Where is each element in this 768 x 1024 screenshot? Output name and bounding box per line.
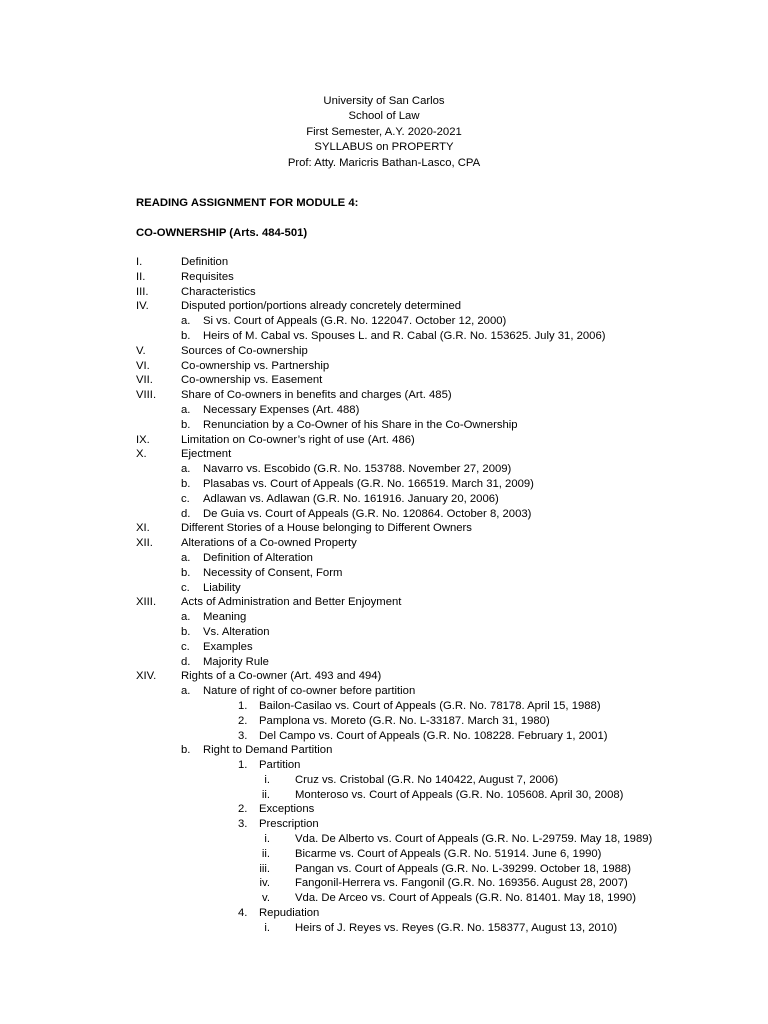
outline-item-number: XIII. [136,596,157,609]
outline-item-number: b. [181,418,191,431]
outline-item-number: X. [136,448,147,461]
outline-item-number: ii. [261,847,270,860]
outline-item-number: 1. [238,759,248,772]
outline-item-text: Heirs of M. Cabal vs. Spouses L. and R. Cabal (G.R. No. 153625. July 31, 2006) [203,329,606,342]
outline-item-text: Share of Co-owners in benefits and charges (Art. 485) [181,389,452,402]
outline-item-number: 2. [238,714,248,727]
outline-item-text: Necessity of Consent, Form [203,566,343,579]
outline-item-text: Limitation on Co-owner’s right of use (Art. 486) [181,433,415,446]
outline-item [0,610,768,625]
outline-item-number: iii. [259,862,270,875]
document-header [0,94,768,171]
outline-item-number: c. [181,581,190,594]
outline-item-text: Co-ownership vs. Easement [181,374,323,387]
outline-item [0,773,768,788]
outline-item-number: d. [181,655,191,668]
outline-item [0,566,768,581]
outline-item [0,433,768,448]
outline-item-number: 2. [238,803,248,816]
outline-item-number: XII. [136,537,153,550]
outline-item [0,388,768,403]
outline-item [0,847,768,862]
outline-item-text: Disputed portion/portions already concretely determined [181,300,462,313]
outline-item-number: d. [181,507,191,520]
outline-item [0,669,768,684]
outline-item [0,595,768,610]
outline-item-text: De Guia vs. Court of Appeals (G.R. No. 120864. October 8, 2003) [203,507,532,520]
outline-item [0,492,768,507]
outline-item [0,418,768,433]
outline-item-text: Vs. Alteration [203,625,270,638]
outline-item-text: Liability [203,581,241,594]
reading-assignment-heading: READING ASSIGNMENT FOR MODULE 4: [136,197,359,209]
outline-item-text: Renunciation by a Co-Owner of his Share in the Co-Ownership [203,418,518,431]
outline-item-text: Bailon-Casilao vs. Court of Appeals (G.R. No. 78178. April 15, 1988) [259,699,601,712]
outline-item [0,270,768,285]
outline-item-number: b. [181,625,191,638]
outline-item-number: a. [181,685,191,698]
outline-item [0,373,768,388]
outline-item-text: Repudiation [259,907,320,920]
outline-item [0,802,768,817]
outline-item [0,314,768,329]
outline-item-number: VI. [136,359,150,372]
professor: Prof: Atty. Maricris Bathan-Lasco, CPA [287,156,481,169]
outline-item-number: 4. [238,907,248,920]
outline-item-number: I. [136,256,143,268]
outline-item-number: b. [181,477,191,490]
outline-item-text: Rights of a Co-owner (Art. 493 and 494) [181,670,382,683]
outline-item-text: Ejectment [181,448,232,461]
outline-item-text: Partition [259,759,301,772]
outline-item-number: V. [136,344,146,357]
outline-item [0,551,768,566]
outline-item [0,403,768,418]
semester: First Semester, A.Y. 2020-2021 [306,125,462,138]
outline-item-text: Examples [203,640,253,653]
outline-item [0,699,768,714]
outline-item [0,684,768,699]
outline-item-number: i. [264,773,270,786]
outline-item [0,891,768,906]
outline-item-text: Acts of Administration and Better Enjoyment [181,596,402,609]
outline-item [0,447,768,462]
outline-item-text: Pangan vs. Court of Appeals (G.R. No. L-39299. October 18, 1988) [295,862,631,875]
outline-item [0,862,768,877]
outline-item [0,817,768,832]
outline-item-number: b. [181,329,191,342]
outline-item-number: VIII. [136,389,157,402]
outline-item-number: c. [181,640,190,653]
outline-item [0,359,768,374]
outline-item-number: a. [181,611,191,624]
outline-item-number: IX. [136,433,150,446]
outline-item-text: Vda. De Arceo vs. Court of Appeals (G.R. No. 81401. May 18, 1990) [295,892,636,905]
outline-item [0,655,768,670]
outline-list [0,255,768,936]
outline-item [0,255,768,270]
outline-item-text: Navarro vs. Escobido (G.R. No. 153788. November 27, 2009) [203,463,512,476]
outline-item-text: Right to Demand Partition [203,744,333,757]
outline-item-number: iv. [259,877,270,890]
outline-item-text: Necessary Expenses (Art. 488) [203,403,360,416]
outline-item-number: 3. [238,729,248,742]
outline-item [0,462,768,477]
outline-item-text: Plasabas vs. Court of Appeals (G.R. No. 166519. March 31, 2009) [203,477,534,490]
outline-item-number: a. [181,551,191,564]
outline-item-number: ii. [261,788,270,801]
outline-item-text: Monteroso vs. Court of Appeals (G.R. No. 105608. April 30, 2008) [295,788,624,801]
outline-item [0,758,768,773]
section-title: CO-OWNERSHIP (Arts. 484-501) [136,227,308,239]
outline-item-text: Vda. De Alberto vs. Court of Appeals (G.R. No. L-29759. May 18, 1989) [295,833,653,846]
outline-item-text: Nature of right of co-owner before partition [203,685,416,698]
outline-item-text: Sources of Co-ownership [181,344,308,357]
outline-item [0,640,768,655]
outline-item [0,625,768,640]
outline-item-number: XI. [136,522,150,535]
outline-item-text: Prescription [259,818,319,831]
outline-item-number: v. [262,892,270,905]
outline-item-number: i. [264,833,270,846]
outline-item [0,521,768,536]
school-name: School of Law [348,110,420,123]
outline-item-text: Requisites [181,270,234,283]
outline-item [0,536,768,551]
outline-item-text: Del Campo vs. Court of Appeals (G.R. No. 108228. February 1, 2001) [259,729,608,742]
outline-item-text: Meaning [203,611,247,624]
outline-item [0,743,768,758]
outline-item [0,714,768,729]
syllabus-title: SYLLABUS on PROPERTY [314,141,454,154]
outline-item-number: b. [181,744,191,757]
outline-item-text: Alterations of a Co-owned Property [181,537,357,550]
outline-item [0,788,768,803]
outline-item-number: III. [136,285,149,298]
outline-item [0,507,768,522]
outline-item-number: i. [264,921,270,934]
outline-item-text: Adlawan vs. Adlawan (G.R. No. 161916. January 20, 2006) [203,492,499,505]
outline-item [0,906,768,921]
outline-item-text: Heirs of J. Reyes vs. Reyes (G.R. No. 158377, August 13, 2010) [295,921,618,934]
outline-item-number: b. [181,566,191,579]
outline-item-number: VII. [136,374,153,387]
outline-item [0,921,768,936]
outline-item-number: a. [181,403,191,416]
outline-item-number: a. [181,315,191,328]
outline-item-text: Definition of Alteration [203,551,313,564]
outline-item-text: Fangonil-Herrera vs. Fangonil (G.R. No. 169356. August 28, 2007) [295,877,628,890]
outline-item-number: c. [181,492,190,505]
outline-item [0,832,768,847]
outline-item [0,581,768,596]
outline-item-text: Bicarme vs. Court of Appeals (G.R. No. 51914. June 6, 1990) [295,847,602,860]
outline-item-number: a. [181,463,191,476]
outline-item-number: 3. [238,818,248,831]
outline-item-number: XIV. [136,670,157,683]
outline-item-text: Exceptions [259,803,315,816]
outline-item-text: Cruz vs. Cristobal (G.R. No 140422, August 7, 2006) [295,773,559,786]
outline-item-number: 1. [238,699,248,712]
outline-item-text: Definition [181,256,229,268]
outline-item-text: Characteristics [181,285,256,298]
outline-item-text: Majority Rule [203,655,269,668]
outline-item-number: II. [136,270,146,283]
outline-item [0,729,768,744]
outline-item [0,285,768,300]
outline-item-text: Different Stories of a House belonging to Different Owners [181,522,472,535]
outline-item [0,299,768,314]
outline-item-text: Pamplona vs. Moreto (G.R. No. L-33187. March 31, 1980) [259,714,550,727]
outline-item [0,329,768,344]
outline-item-number: IV. [136,300,149,313]
outline-item [0,344,768,359]
outline-item [0,876,768,891]
outline-item [0,477,768,492]
outline-item-text: Co-ownership vs. Partnership [181,359,330,372]
outline-item-text: Si vs. Court of Appeals (G.R. No. 122047. October 12, 2000) [203,315,507,328]
university-name: University of San Carlos [323,95,445,107]
